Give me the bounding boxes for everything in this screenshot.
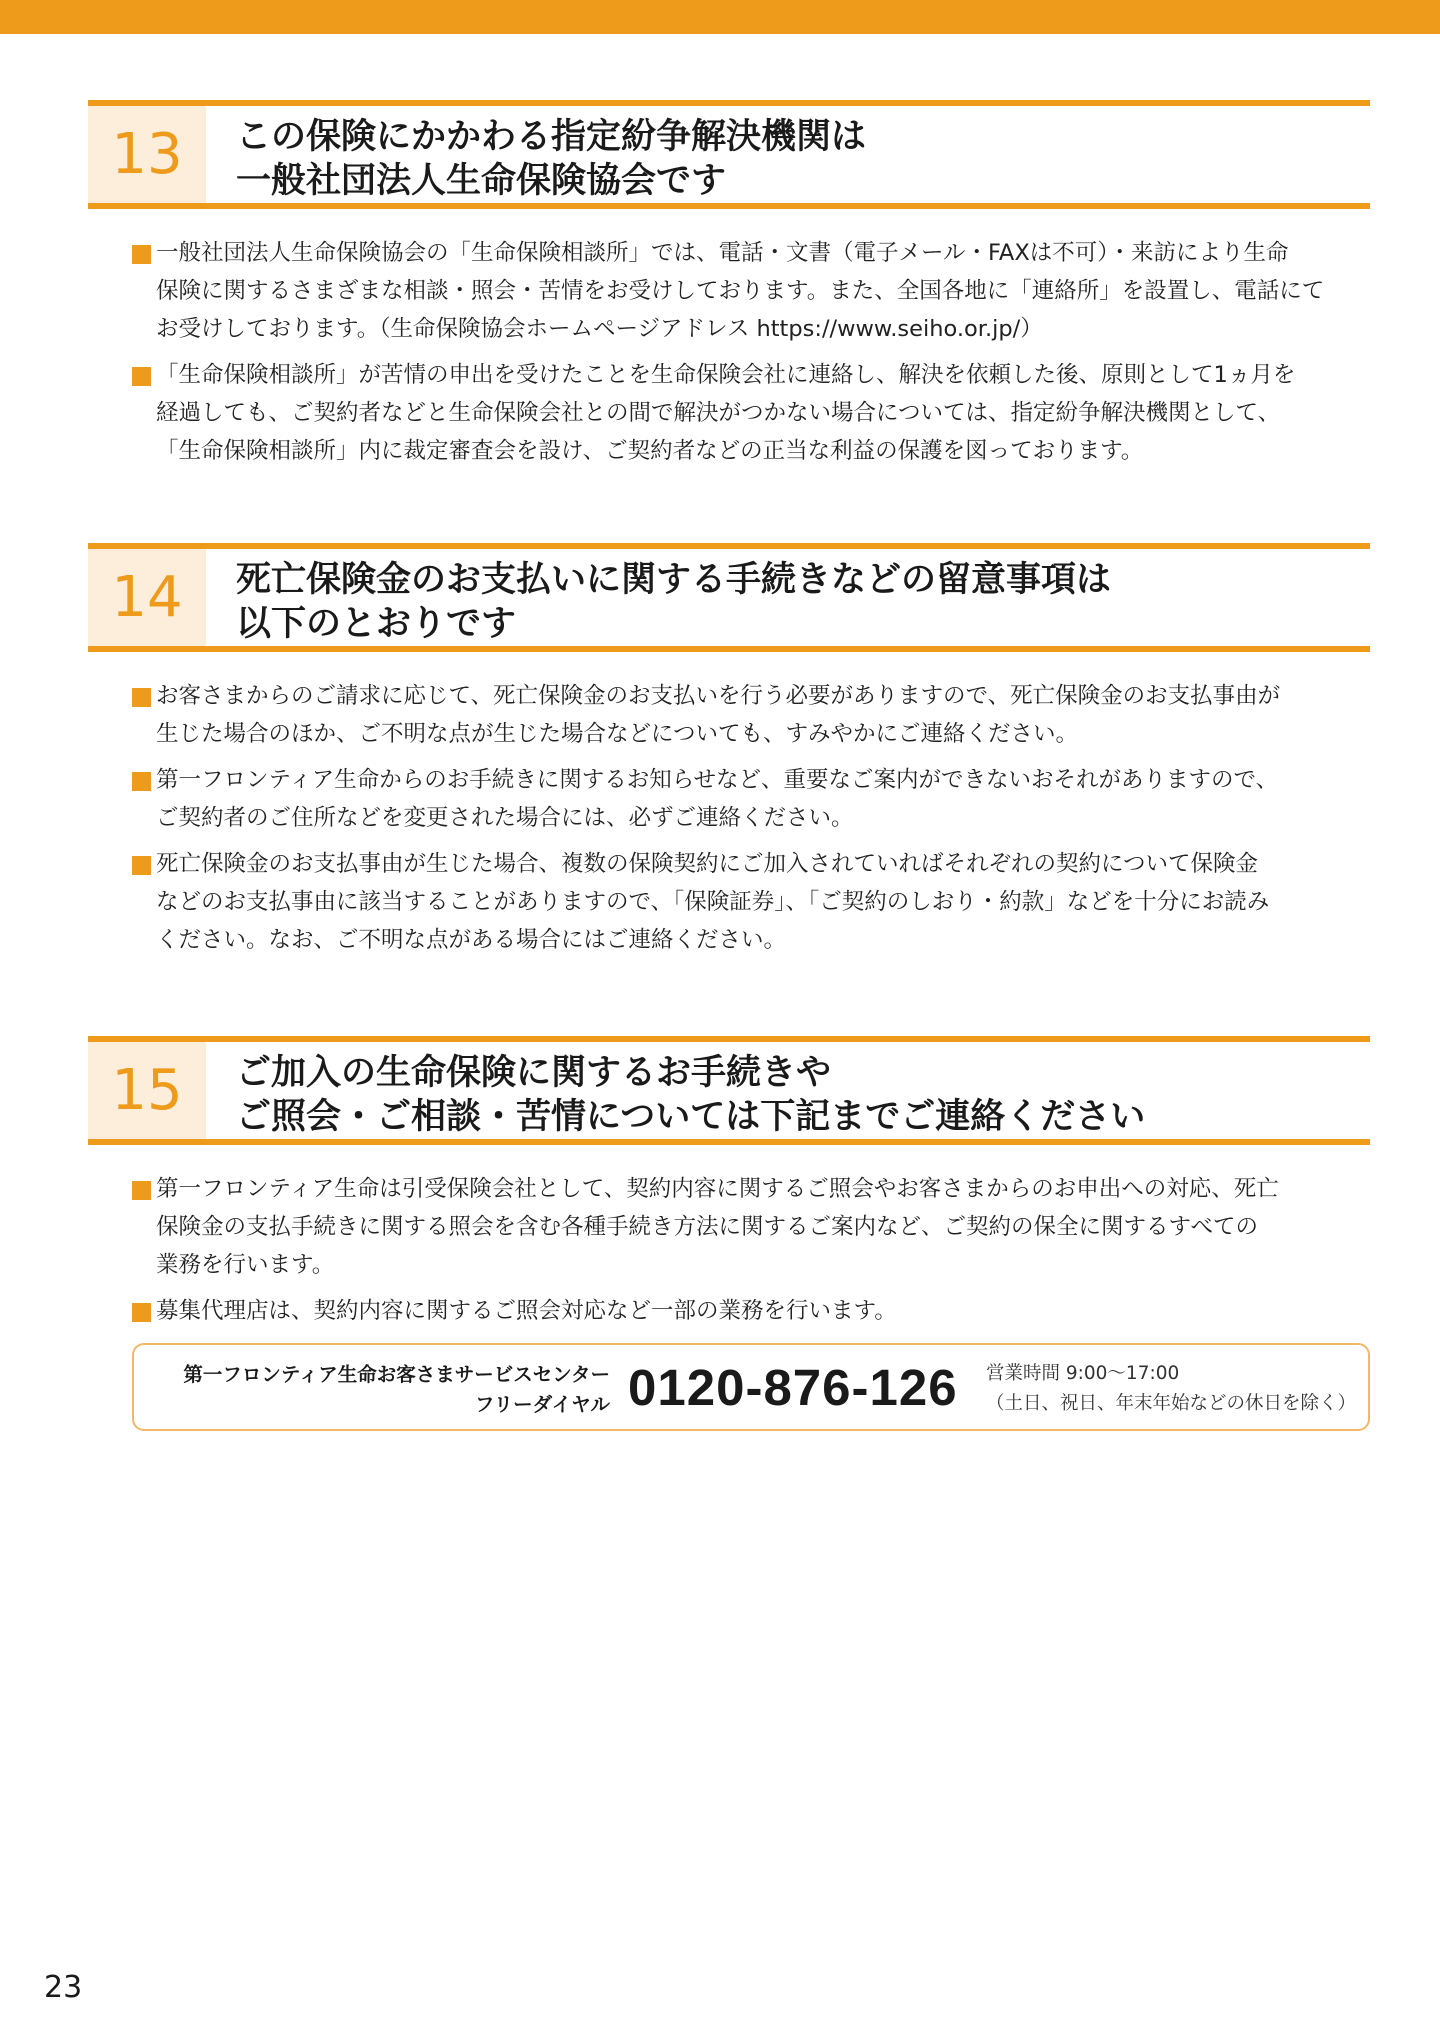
section-title	[236, 1051, 1145, 1139]
bullet-square-icon	[132, 1303, 151, 1322]
bullet-line: お受けしております。（生命保険協会ホームページアドレス https://www.seiho.or.jp/）	[156, 316, 1043, 342]
bullet-square-icon	[132, 856, 151, 875]
free-dial-label: フリーダイヤル	[474, 1393, 610, 1416]
bullet-item	[132, 234, 1372, 348]
section-13-header	[88, 100, 1370, 209]
bullet-square-icon	[132, 772, 151, 791]
section-number: 14	[88, 549, 206, 646]
bullet-line: 募集代理店は、契約内容に関するご照会対応など一部の業務を行います。	[156, 1298, 897, 1324]
service-center-name: 第一フロンティア生命お客さまサービスセンター	[183, 1363, 610, 1386]
section-number: 13	[88, 106, 206, 203]
section-title-line: 一般社団法人生命保険協会です	[236, 161, 727, 201]
section-title	[236, 558, 1111, 646]
section-14-bullets	[132, 677, 1372, 967]
bullet-line: などのお支払事由に該当することがありますので、「保険証券」、「ご契約のしおり・約款」などを十分にお読み	[156, 889, 1270, 915]
section-14-header	[88, 543, 1370, 652]
bullet-item	[132, 356, 1372, 470]
bullet-square-icon	[132, 688, 151, 707]
phone-number[interactable]: 0120-876-126	[628, 1359, 958, 1416]
bullet-line: ください。なお、ご不明な点がある場合にはご連絡ください。	[156, 927, 787, 953]
section-title-line: この保険にかかわる指定紛争解決機関は	[236, 117, 867, 157]
bullet-square-icon	[132, 367, 151, 386]
bullet-item	[132, 1170, 1372, 1284]
bullet-line: 一般社団法人生命保険協会の「生命保険相談所」では、電話・文書（電子メール・FAXは不可）・来訪により生命	[156, 240, 1289, 266]
section-title-line: ご加入の生命保険に関するお手続きや	[236, 1053, 832, 1093]
top-accent-bar	[0, 0, 1440, 34]
bullet-item	[132, 845, 1372, 959]
bullet-line: 第一フロンティア生命は引受保険会社として、契約内容に関するご照会やお客さまからのお申出への対応、死亡	[156, 1176, 1279, 1202]
bullet-square-icon	[132, 1181, 151, 1200]
bullet-item	[132, 1292, 1372, 1330]
bullet-line: ご契約者のご住所などを変更された場合には、必ずご連絡ください。	[156, 805, 854, 831]
bullet-line: 保険金の支払手続きに関する照会を含む各種手続き方法に関するご案内など、ご契約の保全に関するすべての	[156, 1214, 1259, 1240]
section-number: 15	[88, 1042, 206, 1139]
bullet-line: 第一フロンティア生命からのお手続きに関するお知らせなど、重要なご案内ができないおそれがありますので、	[156, 767, 1279, 793]
section-title-line: 死亡保険金のお支払いに関する手続きなどの留意事項は	[236, 560, 1112, 600]
bullet-line: 生じた場合のほか、ご不明な点が生じた場合などについても、すみやかにご連絡ください。	[156, 721, 1079, 747]
contact-labels	[134, 1360, 610, 1420]
holidays-text: （土日、祝日、年末年始などの休日を除く）	[986, 1393, 1357, 1414]
business-hours	[986, 1359, 1356, 1419]
bullet-line: 死亡保険金のお支払事由が生じた場合、複数の保険契約にご加入されていればそれぞれの契約について保険金	[156, 851, 1259, 877]
page-number: 23	[44, 1970, 83, 2005]
section-13-bullets	[132, 234, 1372, 478]
hours-text: 営業時間 9:00〜17:00	[986, 1363, 1180, 1384]
bullet-line: お客さまからのご請求に応じて、死亡保険金のお支払いを行う必要がありますので、死亡保険金のお支払事由が	[156, 683, 1281, 709]
bullet-line: 業務を行います。	[156, 1252, 335, 1278]
section-15-bullets	[132, 1170, 1372, 1338]
bullet-line: 保険に関するさまざまな相談・照会・苦情をお受けしております。また、全国各地に「連絡所」を設置し、電話にて	[156, 278, 1325, 304]
bullet-line: 「生命保険相談所」内に裁定審査会を設け、ご契約者などの正当な利益の保護を図っております。	[156, 438, 1144, 464]
bullet-line: 経過しても、ご契約者などと生命保険会社との間で解決がつかない場合については、指定紛争解決機関として、	[156, 400, 1281, 426]
bullet-line: 「生命保険相談所」が苦情の申出を受けたことを生命保険会社に連絡し、解決を依頼した後、原則として1ヵ月を	[156, 362, 1296, 388]
section-15-header	[88, 1036, 1370, 1145]
contact-box	[132, 1343, 1370, 1431]
section-title-line: 以下のとおりです	[236, 604, 517, 644]
bullet-item	[132, 761, 1372, 837]
bullet-item	[132, 677, 1372, 753]
bullet-square-icon	[132, 245, 151, 264]
section-title-line: ご照会・ご相談・苦情については下記までご連絡ください	[236, 1097, 1146, 1137]
section-title	[236, 115, 866, 203]
